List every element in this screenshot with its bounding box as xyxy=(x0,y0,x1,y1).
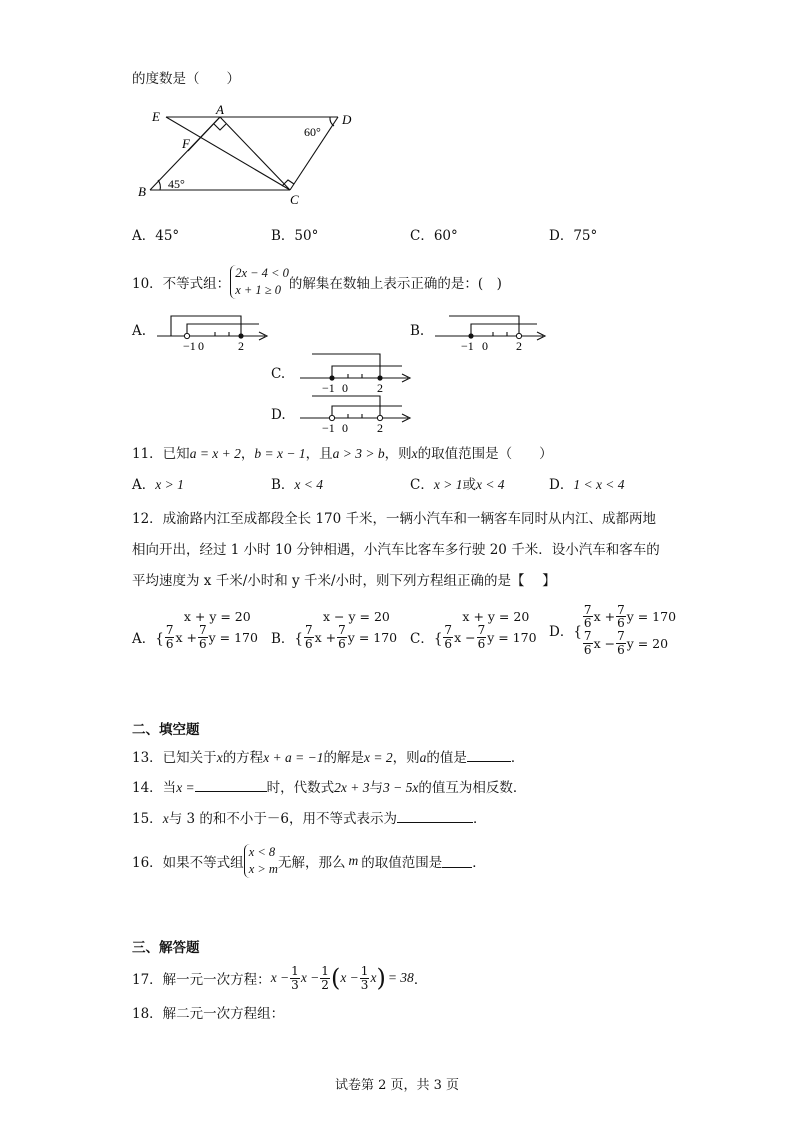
q12-line-3: 平均速度为 x 千米/小时和 y 千米/小时，则下列方程组正确的是【 】 xyxy=(132,573,556,589)
q12-option-b-label: B．{ xyxy=(271,631,304,647)
tick-0: 0 xyxy=(342,381,348,394)
section-solve-title: 三、解答题 xyxy=(132,940,200,956)
q12-line-2: 相向开出，经过 1 小时 10 分钟相遇，小汽车比客车多行驶 20 千米．设小汽车和客车的 xyxy=(132,542,660,558)
q10-number-line-b[interactable] xyxy=(433,310,553,354)
q11-eq-b: b = x − 1 xyxy=(254,446,306,461)
q9-geometry-figure xyxy=(130,100,370,210)
angle-b-label: 45° xyxy=(168,177,185,191)
label-c: C xyxy=(290,192,299,207)
label-a: A xyxy=(216,102,224,117)
q10-number-line-c[interactable] xyxy=(298,350,418,394)
q12-option-d-label: D．{ xyxy=(549,624,582,640)
label-b: B xyxy=(138,184,146,199)
q10-inequality-system xyxy=(230,265,289,299)
q10-stem xyxy=(132,262,502,302)
q12-option-b[interactable] xyxy=(271,602,397,658)
q10-option-d-label[interactable]: D. xyxy=(271,407,286,423)
q16: 16．如果不等式组 x < 8 x > m 无解，那么 m 的取值范围是 ． xyxy=(132,845,486,876)
q10-number-line-a[interactable] xyxy=(155,310,275,354)
q9-option-b[interactable]: B．50° xyxy=(271,228,319,244)
closed-dot-minus1 xyxy=(468,333,473,338)
q10-line1: 2x − 4 < 0 xyxy=(235,266,289,281)
q12-c-eq2: $\frac{7}{6}$ x − $\frac{7}{6}$ y = 170 xyxy=(444,623,537,651)
q11-option-c[interactable]: C．x > 1或x < 4 xyxy=(410,477,505,493)
q11-option-b[interactable]: B．x < 4 xyxy=(271,477,324,493)
q10-tail: 的解集在数轴上表示正确的是：( ) xyxy=(288,276,502,292)
q12-a-eq1: x + y = 20 xyxy=(183,609,251,625)
q11-condition: a > 3 > b xyxy=(332,446,385,461)
q12-option-a-label: A．{ xyxy=(132,631,164,647)
q13: 13．已知关于x的方程x + a = −1的解是x = 2，则a的值是 ． xyxy=(132,750,525,766)
tick-0: 0 xyxy=(342,421,348,434)
right-paren: ) xyxy=(376,964,386,992)
q12-option-d[interactable] xyxy=(549,597,676,663)
tick-2: 2 xyxy=(516,339,522,353)
q10-option-a-label[interactable]: A. xyxy=(132,323,147,339)
open-dot-2 xyxy=(377,415,382,420)
tick-2: 2 xyxy=(238,339,244,353)
q12-option-a[interactable] xyxy=(132,602,258,658)
q12-c-eq1: x + y = 20 xyxy=(462,609,530,625)
q12-d-eq1: $\frac{7}{6}$ x + $\frac{7}{6}$ y = 170 xyxy=(583,602,677,631)
q11-option-a[interactable]: A．x > 1 xyxy=(132,477,184,493)
q12-option-c[interactable] xyxy=(410,602,537,658)
tick-2: 2 xyxy=(377,421,383,434)
left-paren: ( xyxy=(330,964,341,992)
angle-d-label: 60° xyxy=(304,125,321,139)
label-f: F xyxy=(182,136,190,151)
q11-stem: 11．已知a = x + 2，b = x − 1，且a > 3 > b，则x的取值范围是（ ） xyxy=(132,446,553,462)
open-dot-minus1 xyxy=(184,333,189,338)
q12-b-eq1: x − y = 20 xyxy=(323,609,390,625)
q16-inequality-system: x < 8 x > m xyxy=(244,844,278,878)
q13-answer-blank[interactable] xyxy=(467,749,511,762)
q10-option-c-label[interactable]: C. xyxy=(271,366,286,382)
q10-number: 10．不等式组： xyxy=(132,276,231,292)
tick-minus1: −1 xyxy=(322,421,335,434)
closed-dot-2 xyxy=(238,333,243,338)
q16-answer-blank[interactable] xyxy=(442,855,472,868)
tick-0: 0 xyxy=(198,339,204,353)
page-footer: 试卷第 2 页，共 3 页 xyxy=(334,1078,460,1093)
q9-stem: 的度数是（ ） xyxy=(132,71,240,87)
q9-option-a[interactable]: A．45° xyxy=(132,228,180,244)
tick-0: 0 xyxy=(482,339,488,353)
label-d: D xyxy=(342,112,352,127)
q15: 15．x与 3 的和不小于－6，用不等式表示为 ． xyxy=(132,811,487,827)
label-e: E xyxy=(152,109,160,124)
tick-minus1: −1 xyxy=(322,381,335,394)
q14-answer-blank[interactable] xyxy=(195,779,267,792)
q12-a-eq2: $\frac{7}{6}$ x + $\frac{7}{6}$ y = 170 xyxy=(165,623,258,651)
tick-minus1: −1 xyxy=(461,339,474,353)
q12-option-c-label: C．{ xyxy=(410,631,443,647)
tick-minus1: −1 xyxy=(183,339,196,353)
q11-option-d[interactable]: D．1 < x < 4 xyxy=(549,477,625,493)
open-dot-2 xyxy=(516,333,521,338)
q12-line-1: 12．成渝路内江至成都段全长 170 千米，一辆小汽车和一辆客车同时从内江、成都两地 xyxy=(132,511,657,527)
q10-option-b-label[interactable]: B. xyxy=(410,323,425,339)
q11-eq-a: a = x + 2 xyxy=(189,446,241,461)
q12-d-eq2: $\frac{7}{6}$ x − $\frac{7}{6}$ y = 20 xyxy=(583,629,669,657)
q15-answer-blank[interactable] xyxy=(397,810,473,823)
tick-2: 2 xyxy=(377,381,383,394)
q14: 14．当x = 时，代数式2x + 3与3 − 5x的值互为相反数． xyxy=(132,780,527,796)
q18: 18．解二元一次方程组： xyxy=(132,1006,285,1022)
closed-dot-minus1 xyxy=(329,375,334,380)
closed-dot-2 xyxy=(377,375,382,380)
q10-number-line-d[interactable] xyxy=(298,390,418,434)
q12-b-eq2: $\frac{7}{6}$ x + $\frac{7}{6}$ y = 170 xyxy=(305,623,398,651)
q9-option-d[interactable]: D．75° xyxy=(549,228,598,244)
q17: 17．解一元一次方程： x − $\frac{1}{3}$ x − $\frac{1}{2}$ ( x − $\frac{1}{3}$ x ) = 38 ． xyxy=(132,963,428,992)
q9-option-c[interactable]: C．60° xyxy=(410,228,458,244)
q10-line2: x + 1 ≥ 0 xyxy=(235,283,282,297)
section-fill-in-title: 二、填空题 xyxy=(132,722,200,738)
open-dot-minus1 xyxy=(329,415,334,420)
